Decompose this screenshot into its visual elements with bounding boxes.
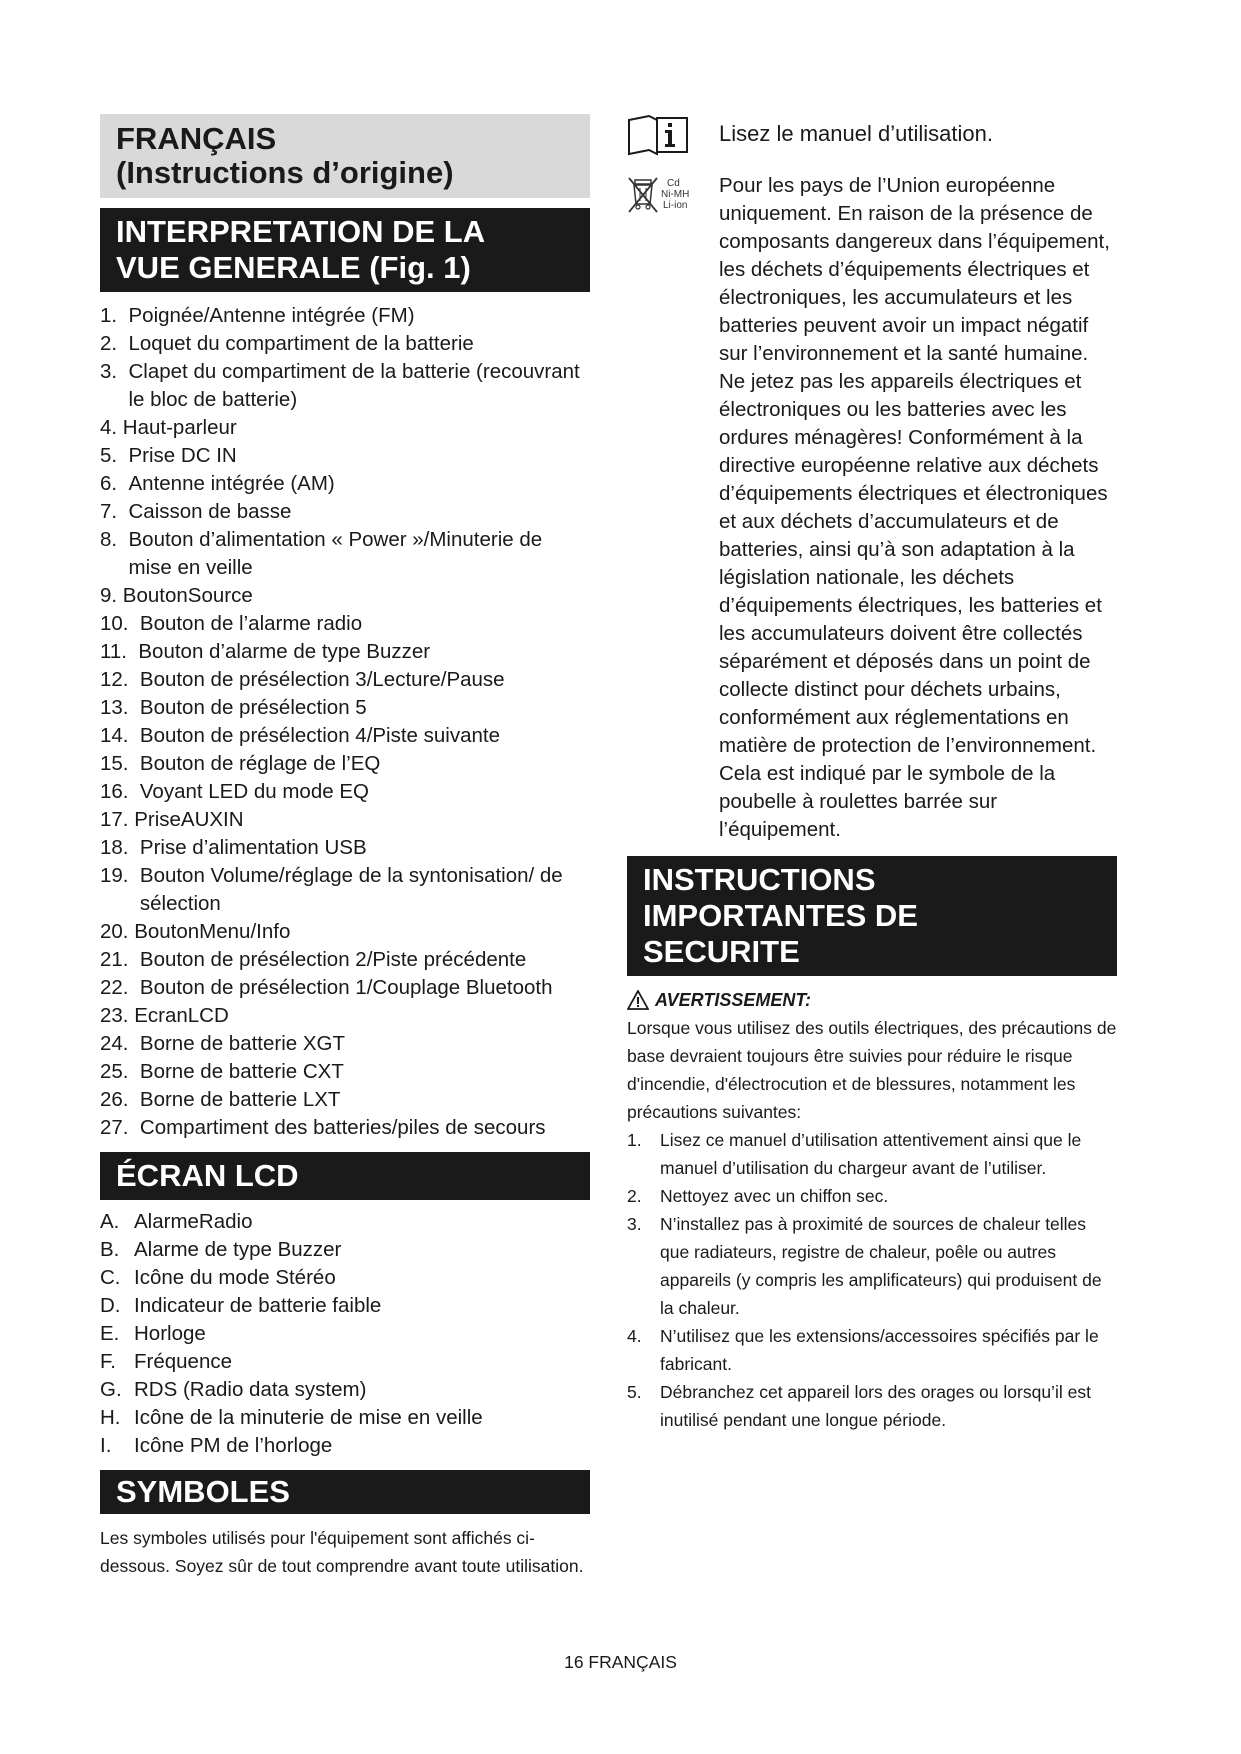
warning-triangle-icon [627,990,649,1010]
list-item-number: D. [100,1294,121,1317]
list-item-number: 3. [627,1214,642,1234]
liion-label: Li-ion [663,200,688,211]
cd-label: Cd [667,178,680,189]
nimh-label: Ni-MH [661,189,690,200]
list-item-number: 16. [100,780,140,803]
right-column [627,114,1117,1434]
list-item [627,1126,1117,1182]
list-item [100,722,590,750]
list-item-number: 20. [100,920,135,943]
list-item-text: Borne de batterie CXT [139,1060,344,1083]
list-item-text: AlarmeRadio [134,1210,253,1233]
list-item-number: 1. [627,1130,642,1150]
list-item [100,638,590,666]
list-item-text: Bouton de présélection 5 [139,696,367,719]
list-item-number: I. [100,1434,112,1457]
list-item-text: Nettoyez avec un chiffon sec. [660,1186,889,1206]
list-item [100,1208,590,1236]
language-title: FRANÇAIS [116,121,277,156]
list-item [100,1292,590,1320]
list-item-text: BoutonSource [122,584,253,607]
general-view-heading-line-1: INTERPRETATION DE LA [116,214,486,249]
list-item-text: PriseAUXIN [134,808,244,831]
list-item-number: 19. [100,864,140,887]
lcd-heading [100,1152,590,1200]
list-item-text: Bouton de présélection 3/Lecture/Pause [139,668,505,691]
list-item-number: 22. [100,976,140,999]
list-item-text: Icône de la minuterie de mise en veille [134,1406,483,1429]
list-item [100,414,590,442]
list-item-number: B. [100,1238,120,1261]
list-item-text: BoutonMenu/Info [134,920,291,943]
list-item [627,1182,1117,1210]
list-item-number: 13. [100,696,140,719]
safety-heading [627,856,1117,976]
list-item-text: Icône du mode Stéréo [134,1266,336,1289]
list-item [100,610,590,638]
manual-symbol-text: Lisez le manuel d’utilisation. [719,121,993,146]
list-item [100,1432,590,1460]
page-footer: 16 FRANÇAIS [564,1652,677,1672]
list-item [100,330,590,358]
list-item [100,498,590,526]
list-item-text: Loquet du compartiment de la batterie [128,332,474,355]
list-item-number: 2. [100,332,129,355]
list-item [100,582,590,610]
list-item-text: Lisez ce manuel d’utilisation attentivement ainsi que le manuel d’utilisation du chargeur avant de l’utiliser. [660,1130,1082,1178]
warning-header [627,986,1117,1014]
list-item-text: Indicateur de batterie faible [134,1294,382,1317]
list-item-number: 5. [100,444,129,467]
list-item-text: Voyant LED du mode EQ [139,780,369,803]
list-item-text: Prise DC IN [128,444,237,467]
list-item-number: 12. [100,668,140,691]
list-item-number: H. [100,1406,121,1429]
list-item-text: Débranchez cet appareil lors des orages ou lorsqu’il est inutilisé pendant une longue période. [660,1382,1091,1430]
safety-heading-line-3: SECURITE [643,934,800,969]
symbols-heading-text: SYMBOLES [116,1474,290,1509]
list-item-number: A. [100,1210,120,1233]
list-item [627,1378,1117,1434]
list-item-text: Haut-parleur [122,416,237,439]
list-item-text: Bouton d’alimentation « Power »/Minuterie de mise en veille [128,528,543,579]
list-item [100,1320,590,1348]
list-item-text: Horloge [134,1322,206,1345]
list-item-number: 10. [100,612,140,635]
list-item [627,1322,1117,1378]
list-item-text: Bouton de présélection 4/Piste suivante [139,724,501,747]
list-item-text: Bouton de réglage de l’EQ [139,752,381,775]
safety-list [627,1126,1117,1434]
list-item [100,1264,590,1292]
list-item [100,302,590,330]
weee-text: Pour les pays de l’Union européenne uniquement. En raison de la présence de composants dangereux dans l’équipement, les déchets d’équipements électriques et électroniques, les accumulateurs et les batteries peuvent avoir un impact négatif sur l’environnement et la santé humaine. Ne jetez pas les appareils électriques et électroniques ou les batteries avec les ordures ménagères! Conformément à la directive européenne relative aux déchets d’équipements électriques et électroniques et aux déchets d’accumulateurs et de batteries, ainsi qu’à son adaptation à la législation nationale, les déchets d’équipements électriques, les batteries et les accumulateurs doivent être collectés séparément et déposés dans un point de collecte distinct pour déchets urbains, conformément aux réglementations en matière de protection de l’environnement. Cela est indiqué par le symbole de la poubelle à roulettes barrée sur l’équipement. [719,174,1110,841]
list-item-text: Alarme de type Buzzer [134,1238,342,1261]
list-item [100,1376,590,1404]
list-item-text: Borne de batterie XGT [139,1032,346,1055]
list-item-text: N’utilisez que les extensions/accessoires spécifiés par le fabricant. [660,1326,1099,1374]
language-title-box [100,114,590,198]
list-item-text: Antenne intégrée (AM) [128,472,335,495]
list-item-number: 26. [100,1088,140,1111]
list-item-number: 18. [100,836,140,859]
list-item-number: 7. [100,500,129,523]
list-item-number: F. [100,1350,116,1373]
list-item-text: Bouton Volume/réglage de la syntonisation/ de sélection [139,864,563,915]
list-item-number: 17. [100,808,135,831]
list-item [100,806,590,834]
list-item [627,1210,1117,1322]
list-item-number: 6. [100,472,129,495]
list-item [100,666,590,694]
list-item-number: 21. [100,948,140,971]
symbols-note: Les symboles utilisés pour l'équipement sont affichés ci-dessous. Soyez sûr de tout comprendre avant toute utilisation. [100,1528,584,1576]
list-item-number: E. [100,1322,120,1345]
list-item-text: Caisson de basse [128,500,292,523]
list-item-number: 27. [100,1116,140,1139]
list-item [100,834,590,862]
list-item-text: Bouton de présélection 2/Piste précédente [139,948,527,971]
list-item [100,778,590,806]
crossed-out-wheeled-bin-icon [627,172,719,218]
list-item-text: Poignée/Antenne intégrée (FM) [128,304,415,327]
list-item-number: 25. [100,1060,140,1083]
list-item-text: Bouton de présélection 1/Couplage Bluetooth [139,976,553,999]
weee-symbol-row [627,172,1117,844]
lcd-list [100,1208,590,1460]
list-item-number: 4. [100,416,123,439]
general-view-heading [100,208,590,292]
manual-symbol-row [627,114,1117,160]
list-item [100,862,590,918]
list-item [100,1114,590,1142]
list-item-text: Fréquence [134,1350,233,1373]
open-book-info-icon [627,114,719,160]
list-item-number: 23. [100,1004,135,1027]
list-item-number: 24. [100,1032,140,1055]
list-item-text: Prise d’alimentation USB [139,836,367,859]
list-item-text: Compartiment des batteries/piles de secours [139,1116,546,1139]
list-item [100,974,590,1002]
warning-text: Lorsque vous utilisez des outils électriques, des précautions de base devraient toujours être suivies pour réduire le risque d'incendie, d'électrocution et de blessures, notamment les précautions suivantes: [627,1018,1117,1122]
lcd-heading-text: ÉCRAN LCD [116,1158,299,1193]
list-item [100,1236,590,1264]
general-view-list [100,302,590,1142]
symbols-heading [100,1470,590,1514]
list-item-number: 5. [627,1382,642,1402]
list-item [100,1404,590,1432]
list-item-text: N’installez pas à proximité de sources de chaleur telles que radiateurs, registre de chaleur, poêle ou autres appareils (y compris les amplificateurs) qui produisent de la chaleur. [660,1214,1102,1318]
list-item-number: C. [100,1266,121,1289]
language-subtitle: (Instructions d’origine) [116,155,454,190]
list-item-text: EcranLCD [134,1004,229,1027]
list-item [100,470,590,498]
list-item [100,1030,590,1058]
list-item [100,526,590,582]
list-item-text: RDS (Radio data system) [134,1378,367,1401]
list-item [100,1058,590,1086]
safety-heading-line-1: INSTRUCTIONS [643,862,876,897]
list-item-text: Clapet du compartiment de la batterie (recouvrant le bloc de batterie) [128,360,580,411]
list-item-number: 4. [627,1326,642,1346]
list-item-number: 8. [100,528,129,551]
list-item [100,750,590,778]
list-item-text: Icône PM de l’horloge [134,1434,333,1457]
general-view-heading-line-2: VUE GENERALE (Fig. 1) [116,250,471,285]
list-item-number: 1. [100,304,129,327]
list-item [100,1002,590,1030]
warning-label: AVERTISSEMENT: [655,990,812,1010]
left-column [100,114,590,1580]
list-item-text: Bouton de l’alarme radio [139,612,363,635]
list-item-text: Borne de batterie LXT [139,1088,341,1111]
list-item [100,694,590,722]
list-item [100,918,590,946]
list-item [100,1348,590,1376]
list-item-number: 15. [100,752,140,775]
list-item-number: 3. [100,360,129,383]
list-item [100,946,590,974]
list-item-number: 14. [100,724,140,747]
list-item [100,358,590,414]
list-item-number: 11. [100,640,139,663]
list-item [100,1086,590,1114]
list-item [100,442,590,470]
list-item-text: Bouton d’alarme de type Buzzer [138,640,431,663]
list-item-number: 9. [100,584,123,607]
list-item-number: 2. [627,1186,642,1206]
safety-heading-line-2: IMPORTANTES DE [643,898,918,933]
list-item-number: G. [100,1378,122,1401]
